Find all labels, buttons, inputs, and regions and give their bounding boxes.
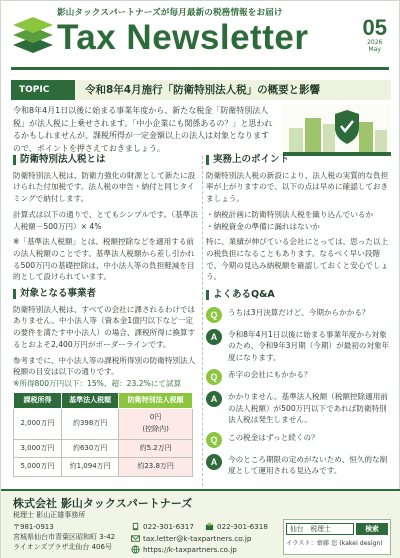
base-tax-note: ※「基準法人税額」とは、税額控除などを適用する前の法人税額のことです。基準法人税額から差し引かれる500万円の基礎控除は、中小法人等の負担軽減を目的として設けられています。 <box>13 237 195 282</box>
city-shield-illustration <box>283 104 391 156</box>
issue-number: 05 <box>362 15 387 40</box>
answer-badge: A <box>206 329 222 345</box>
table-header: 課税所得 <box>14 392 62 409</box>
table-cell: 約23.8万円 <box>119 458 193 477</box>
phone-icon <box>131 522 140 531</box>
illustration-credit: イラスト：齋藤 恣 (kakei design) <box>286 540 383 547</box>
website-link[interactable] <box>131 545 237 554</box>
question-badge: Q <box>206 369 222 385</box>
section-heading-practical-points: 実務上のポイント <box>206 154 390 166</box>
topic-title: 令和8年4月施行「防衛特別法人税」の概要と影響 <box>85 84 321 96</box>
search-button[interactable]: 検索 <box>356 523 388 535</box>
issue-year: 2026 <box>367 39 383 46</box>
table-cell: 0円 (控除内) <box>119 409 193 439</box>
stacked-diamonds-logo <box>11 15 55 55</box>
what-is-paragraph: 防衛特別法人税は、防衛力強化の財源として新たに設けられた付加税です。法人税の申告・納付と同じタイミングで納付します。 <box>13 170 196 204</box>
question-badge: Q <box>206 307 222 323</box>
fax-contact <box>205 522 268 531</box>
column-divider <box>202 156 203 486</box>
website-url: https://k-taxpartners.co.jp <box>143 545 237 554</box>
tax-estimate-table <box>13 392 193 478</box>
table-cell: 2,000万円 <box>14 409 62 439</box>
section-heading-what-is: 防衛特別法人税とは <box>13 154 199 166</box>
qa-item <box>206 454 390 477</box>
table-cell: 約1,094万円 <box>62 458 119 477</box>
targets-paragraph: 防衛特別法人税は、すべての会社に課されるわけではありません。中小法人等（資本金1億円以下など一定の要件を満たす中小法人）の場合、課税所得に換算するとおよそ2,400万円がボーダーラインです。 <box>13 304 196 349</box>
header-rule <box>11 67 389 70</box>
table-header: 基準法人税額 <box>62 392 119 409</box>
topic-tag: TOPIC <box>11 80 75 100</box>
table-cell: 5,000万円 <box>14 458 62 477</box>
table-cell: 約398万円 <box>62 409 119 439</box>
fax-number: 022-301-6318 <box>217 522 268 531</box>
table-cell: 3,000万円 <box>14 439 62 458</box>
practical-paragraph-2: 特に、業績が伸びている会社にとっては、思った以上の税負担になることもあります。なるべく早い段階で、今期の見込み納税額を確認しておくと安心でしょう。 <box>206 237 389 282</box>
table-cell: 約630万円 <box>62 439 119 458</box>
company-name: 株式会社 影山タックスパートナーズ <box>13 497 193 510</box>
issue-info <box>363 17 387 53</box>
qa-item <box>206 329 390 364</box>
mail-icon <box>131 534 140 543</box>
table-row <box>14 409 193 439</box>
address-line-2: ライオンズプラザ北仙台 406号 <box>13 543 112 551</box>
email-address: tax.letter@k-taxpartners.co.jp <box>143 534 252 543</box>
rate-note: ※所得800万円以下：15%、超：23.2%にて試算 <box>13 378 182 388</box>
footer <box>1 489 400 558</box>
globe-icon <box>131 545 140 554</box>
table-row <box>14 458 193 477</box>
answer-badge: A <box>206 391 222 407</box>
phone-number: 022-301-6317 <box>143 522 194 531</box>
qa-text: かかりません。基準法人税額（税額控除適用前の法人税額）が500万円以下であれば防衛特別法人税は発生しません。 <box>228 392 388 425</box>
section-heading-targets: 対象となる事業者 <box>13 288 199 300</box>
qa-text: この税金はずっと続くの？ <box>228 432 319 442</box>
qa-item <box>206 391 390 426</box>
table-header: 防衛特別法人税額 <box>119 392 193 409</box>
question-badge: Q <box>206 432 222 448</box>
search-field[interactable]: 仙台 税理士 <box>286 523 354 535</box>
search-box-panel <box>283 519 391 555</box>
table-cell: 約5.2万円 <box>119 439 193 458</box>
formula-paragraph: 計算式は以下の通りで、とてもシンプルです。（基準法人税額－500万円）× 4% <box>13 209 198 231</box>
qa-item <box>206 307 390 323</box>
postal-code: 〒981-0913 <box>13 523 54 531</box>
issue-month: May <box>368 46 381 53</box>
qa-text: うちは3月決算だけど、今期からかかる？ <box>228 307 370 317</box>
fax-icon <box>205 522 214 531</box>
qa-item <box>206 432 390 448</box>
newsletter-title: Tax Newsletter <box>57 18 309 57</box>
email-link[interactable] <box>131 534 251 543</box>
qa-item <box>206 369 390 385</box>
table-row <box>14 439 193 458</box>
phone-contact[interactable] <box>131 522 194 531</box>
section-heading-qa: よくあるQ&A <box>206 289 390 301</box>
left-column <box>13 154 199 477</box>
address-line-1: 宮城県仙台市青葉区昭和町 3-42 <box>13 533 116 541</box>
right-column <box>206 154 390 483</box>
qa-text: 赤字の会社にもかかる？ <box>228 370 312 380</box>
qa-text: 令和8年4月1日以後に始まる事業年度から対象のため、令和9年3月期（今期）が最初の対象年度になります。 <box>228 329 390 362</box>
header-tagline: 影山タックスパートナーズが毎月最新の税務情報をお届け <box>57 8 283 18</box>
affiliate-office: 税理士 影山正雄事務所 <box>13 511 86 519</box>
topic-bar <box>11 80 391 100</box>
practical-paragraph: 防衛特別法人税の新設により、法人税の実質的な負担率が上がりますので、以下の点は早めに確認しておきましょう。 <box>206 170 389 204</box>
qa-text: 今のところ期限の定めがないため、恒久的な制度として運用される見込みです。 <box>228 454 388 476</box>
intro-paragraph: 令和8年4月1日以後に始まる事業年度から、新たな税金「防衛特別法人税」が法人税に上乗せされます。「中小企業にも関係あるの？」と思われるかもしれませんが、課税所得が一定金額以上の法人は対象となりますので、ポイントを押さえておきましょう。 <box>13 106 273 153</box>
list-item: ・納税資金の準備に漏れはないか <box>206 221 320 231</box>
answer-badge: A <box>206 454 222 470</box>
list-item: ・納税計画に防衛特別法人税を織り込んでいるか <box>206 209 374 219</box>
reference-paragraph: 参考までに、中小法人等の課税所得別の防衛特別法人税額の目安は以下の通りです。 <box>13 355 196 377</box>
